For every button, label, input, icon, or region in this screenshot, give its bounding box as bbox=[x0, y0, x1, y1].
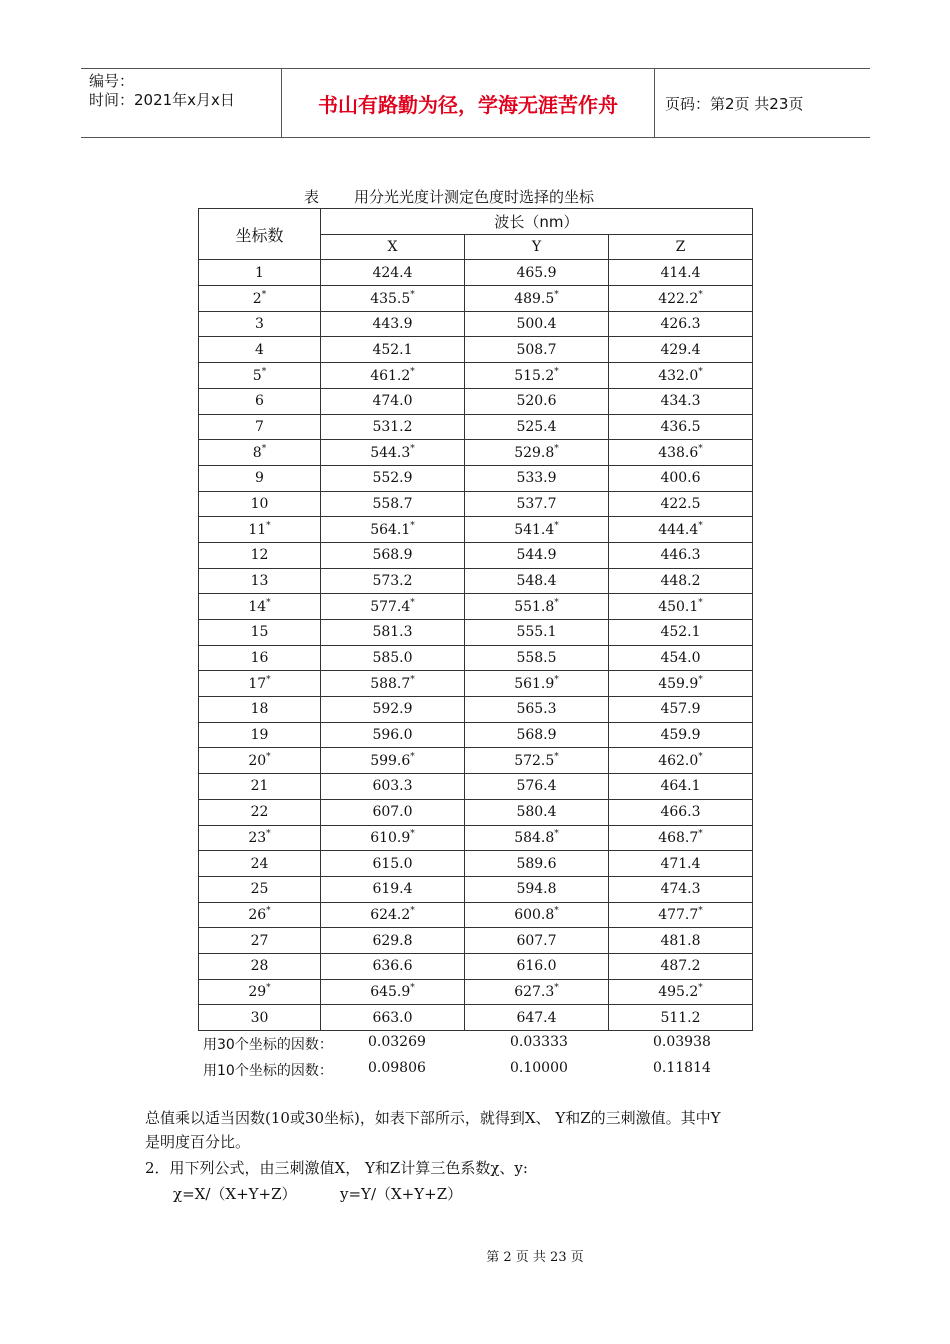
cell-index: 9 bbox=[199, 465, 321, 491]
cell-x: 558.7 bbox=[320, 491, 464, 517]
cell-y: 555.1 bbox=[464, 620, 608, 646]
cell-z: 474.3 bbox=[608, 876, 752, 902]
cell-index: 19 bbox=[199, 722, 321, 748]
cell-x: 629.8 bbox=[320, 928, 464, 954]
table-row bbox=[199, 491, 753, 517]
cell-y: 568.9 bbox=[464, 722, 608, 748]
star-mark: * bbox=[266, 752, 271, 763]
table-body bbox=[199, 260, 753, 1031]
cell-z: 436.5 bbox=[608, 414, 752, 440]
cell-x: 588.7* bbox=[320, 671, 464, 697]
star-mark: * bbox=[698, 289, 703, 300]
cell-y: 580.4 bbox=[464, 799, 608, 825]
cell-x: 435.5* bbox=[320, 286, 464, 312]
cell-y: 489.5* bbox=[464, 286, 608, 312]
star-mark: * bbox=[410, 521, 415, 532]
document-date: 时间：2021年x月x日 bbox=[89, 91, 235, 109]
star-mark: * bbox=[554, 752, 559, 763]
cell-z: 444.4* bbox=[608, 517, 752, 543]
cell-x: 581.3 bbox=[320, 620, 464, 646]
cell-index: 7 bbox=[199, 414, 321, 440]
star-mark: * bbox=[266, 906, 271, 917]
col-header-wavelength: 波长（nm） bbox=[320, 209, 752, 235]
cell-z: 438.6* bbox=[608, 440, 752, 466]
cell-z: 481.8 bbox=[608, 928, 752, 954]
cell-x: 461.2* bbox=[320, 363, 464, 389]
cell-index: 10 bbox=[199, 491, 321, 517]
paragraph-step-2: 2．用下列公式，由三刺激值X， Y和Z计算三色系数χ、y: bbox=[145, 1159, 528, 1177]
cell-y: 548.4 bbox=[464, 568, 608, 594]
star-mark: * bbox=[554, 521, 559, 532]
cell-y: 576.4 bbox=[464, 774, 608, 800]
star-mark: * bbox=[266, 675, 271, 686]
star-mark: * bbox=[410, 752, 415, 763]
table-caption-tag: 表 bbox=[304, 188, 320, 206]
cell-index: 6 bbox=[199, 388, 321, 414]
table-row bbox=[199, 697, 753, 723]
cell-x: 573.2 bbox=[320, 568, 464, 594]
col-header-z: Z bbox=[608, 234, 752, 260]
star-mark: * bbox=[554, 829, 559, 840]
star-mark: * bbox=[410, 675, 415, 686]
cell-y: 544.9 bbox=[464, 542, 608, 568]
table-row bbox=[199, 260, 753, 286]
cell-index: 29* bbox=[199, 979, 321, 1005]
star-mark: * bbox=[261, 289, 267, 300]
cell-index: 27 bbox=[199, 928, 321, 954]
star-mark: * bbox=[410, 829, 415, 840]
cell-y: 525.4 bbox=[464, 414, 608, 440]
cell-x: 585.0 bbox=[320, 645, 464, 671]
cell-x: 592.9 bbox=[320, 697, 464, 723]
cell-index: 14* bbox=[199, 594, 321, 620]
header-motto: 书山有路勤为径，学海无涯苦作舟 bbox=[282, 69, 655, 137]
star-mark: * bbox=[698, 906, 703, 917]
cell-z: 422.2* bbox=[608, 286, 752, 312]
cell-z: 400.6 bbox=[608, 465, 752, 491]
cell-x: 443.9 bbox=[320, 311, 464, 337]
col-header-index: 坐标数 bbox=[199, 209, 321, 260]
cell-x: 607.0 bbox=[320, 799, 464, 825]
table-row bbox=[199, 440, 753, 466]
cell-y: 533.9 bbox=[464, 465, 608, 491]
cell-index: 21 bbox=[199, 774, 321, 800]
star-mark: * bbox=[554, 675, 559, 686]
factor-row-10 bbox=[203, 1060, 763, 1082]
star-mark: * bbox=[261, 366, 267, 377]
star-mark: * bbox=[410, 366, 415, 377]
cell-x: 645.9* bbox=[320, 979, 464, 1005]
cell-index: 16 bbox=[199, 645, 321, 671]
cell-y: 529.8* bbox=[464, 440, 608, 466]
star-mark: * bbox=[410, 983, 415, 994]
cell-x: 564.1* bbox=[320, 517, 464, 543]
star-mark: * bbox=[266, 598, 271, 609]
cell-index: 23* bbox=[199, 825, 321, 851]
cell-x: 424.4 bbox=[320, 260, 464, 286]
cell-x: 610.9* bbox=[320, 825, 464, 851]
cell-z: 448.2 bbox=[608, 568, 752, 594]
table-row bbox=[199, 671, 753, 697]
star-mark: * bbox=[698, 444, 703, 455]
table-row bbox=[199, 774, 753, 800]
cell-x: 531.2 bbox=[320, 414, 464, 440]
star-mark: * bbox=[410, 289, 415, 300]
cell-x: 624.2* bbox=[320, 902, 464, 928]
cell-index: 15 bbox=[199, 620, 321, 646]
table-row bbox=[199, 825, 753, 851]
cell-y: 565.3 bbox=[464, 697, 608, 723]
table-row bbox=[199, 902, 753, 928]
cell-y: 508.7 bbox=[464, 337, 608, 363]
wavelength-coordinate-table bbox=[198, 208, 753, 1031]
table-row bbox=[199, 465, 753, 491]
cell-index: 5* bbox=[199, 363, 321, 389]
star-mark: * bbox=[698, 829, 703, 840]
cell-index: 24 bbox=[199, 851, 321, 877]
paragraph-line: 总值乘以适当因数(10或30坐标)，如表下部所示，就得到X、 Y和Z的三刺激值。其中Y bbox=[145, 1109, 721, 1127]
star-mark: * bbox=[554, 983, 559, 994]
cell-z: 487.2 bbox=[608, 953, 752, 979]
page-footer: 第 2 页 共 23 页 bbox=[486, 1250, 584, 1265]
factor-label: 用30个坐标的因数： bbox=[203, 1037, 333, 1053]
cell-index: 26* bbox=[199, 902, 321, 928]
star-mark: * bbox=[698, 366, 703, 377]
cell-z: 457.9 bbox=[608, 697, 752, 723]
header-meta bbox=[81, 69, 282, 137]
star-mark: * bbox=[698, 675, 703, 686]
cell-y: 607.7 bbox=[464, 928, 608, 954]
table-row bbox=[199, 748, 753, 774]
cell-y: 627.3* bbox=[464, 979, 608, 1005]
star-mark: * bbox=[410, 598, 415, 609]
table-row bbox=[199, 876, 753, 902]
cell-z: 459.9* bbox=[608, 671, 752, 697]
cell-index: 3 bbox=[199, 311, 321, 337]
cell-z: 450.1* bbox=[608, 594, 752, 620]
star-mark: * bbox=[554, 906, 559, 917]
factor-z: 0.03938 bbox=[653, 1034, 711, 1050]
cell-z: 471.4 bbox=[608, 851, 752, 877]
table-row bbox=[199, 953, 753, 979]
cell-index: 11* bbox=[199, 517, 321, 543]
paragraph-tristimulus bbox=[145, 1106, 721, 1154]
factor-y: 0.10000 bbox=[510, 1060, 568, 1076]
cell-index: 8* bbox=[199, 440, 321, 466]
cell-y: 520.6 bbox=[464, 388, 608, 414]
table-row bbox=[199, 311, 753, 337]
cell-z: 426.3 bbox=[608, 311, 752, 337]
star-mark: * bbox=[554, 444, 559, 455]
cell-y: 558.5 bbox=[464, 645, 608, 671]
factor-x: 0.03269 bbox=[368, 1034, 426, 1050]
header-page-info: 页码：第2页 共23页 bbox=[665, 94, 804, 113]
formula-y: y=Y/（X+Y+Z） bbox=[340, 1185, 463, 1203]
cell-y: 616.0 bbox=[464, 953, 608, 979]
cell-x: 568.9 bbox=[320, 542, 464, 568]
cell-y: 561.9* bbox=[464, 671, 608, 697]
star-mark: * bbox=[698, 521, 703, 532]
cell-index: 12 bbox=[199, 542, 321, 568]
table-row bbox=[199, 620, 753, 646]
star-mark: * bbox=[554, 289, 559, 300]
cell-y: 500.4 bbox=[464, 311, 608, 337]
table-row bbox=[199, 799, 753, 825]
table-row bbox=[199, 645, 753, 671]
star-mark: * bbox=[554, 598, 559, 609]
cell-y: 589.6 bbox=[464, 851, 608, 877]
cell-x: 544.3* bbox=[320, 440, 464, 466]
cell-z: 466.3 bbox=[608, 799, 752, 825]
star-mark: * bbox=[698, 598, 703, 609]
cell-z: 477.7* bbox=[608, 902, 752, 928]
table-row bbox=[199, 979, 753, 1005]
factor-label: 用10个坐标的因数： bbox=[203, 1063, 333, 1079]
cell-z: 452.1 bbox=[608, 620, 752, 646]
table-row bbox=[199, 337, 753, 363]
cell-y: 465.9 bbox=[464, 260, 608, 286]
table-row bbox=[199, 722, 753, 748]
star-mark: * bbox=[410, 906, 415, 917]
cell-y: 600.8* bbox=[464, 902, 608, 928]
cell-index: 18 bbox=[199, 697, 321, 723]
cell-z: 459.9 bbox=[608, 722, 752, 748]
cell-y: 647.4 bbox=[464, 1005, 608, 1031]
star-mark: * bbox=[410, 444, 415, 455]
table-row bbox=[199, 388, 753, 414]
cell-index: 30 bbox=[199, 1005, 321, 1031]
cell-z: 454.0 bbox=[608, 645, 752, 671]
cell-index: 25 bbox=[199, 876, 321, 902]
cell-z: 429.4 bbox=[608, 337, 752, 363]
cell-z: 422.5 bbox=[608, 491, 752, 517]
cell-z: 432.0* bbox=[608, 363, 752, 389]
cell-x: 552.9 bbox=[320, 465, 464, 491]
cell-z: 511.2 bbox=[608, 1005, 752, 1031]
star-mark: * bbox=[698, 752, 703, 763]
cell-x: 615.0 bbox=[320, 851, 464, 877]
cell-y: 594.8 bbox=[464, 876, 608, 902]
col-header-x: X bbox=[320, 234, 464, 260]
star-mark: * bbox=[261, 444, 267, 455]
star-mark: * bbox=[266, 521, 271, 532]
table-row bbox=[199, 542, 753, 568]
cell-z: 462.0* bbox=[608, 748, 752, 774]
table-row bbox=[199, 568, 753, 594]
cell-y: 515.2* bbox=[464, 363, 608, 389]
table-row bbox=[199, 414, 753, 440]
table-header-row bbox=[199, 209, 753, 235]
star-mark: * bbox=[554, 366, 559, 377]
cell-y: 537.7 bbox=[464, 491, 608, 517]
table-caption-text: 用分光光度计测定色度时选择的坐标 bbox=[354, 188, 595, 206]
formula-chi: χ=X/（X+Y+Z） bbox=[173, 1185, 297, 1203]
cell-z: 468.7* bbox=[608, 825, 752, 851]
cell-index: 20* bbox=[199, 748, 321, 774]
table-row bbox=[199, 363, 753, 389]
table-row bbox=[199, 1005, 753, 1031]
cell-index: 28 bbox=[199, 953, 321, 979]
table-row bbox=[199, 928, 753, 954]
table-row bbox=[199, 594, 753, 620]
cell-y: 572.5* bbox=[464, 748, 608, 774]
cell-index: 1 bbox=[199, 260, 321, 286]
cell-index: 4 bbox=[199, 337, 321, 363]
cell-x: 474.0 bbox=[320, 388, 464, 414]
cell-x: 636.6 bbox=[320, 953, 464, 979]
cell-z: 495.2* bbox=[608, 979, 752, 1005]
factor-x: 0.09806 bbox=[368, 1060, 426, 1076]
cell-y: 584.8* bbox=[464, 825, 608, 851]
cell-y: 551.8* bbox=[464, 594, 608, 620]
table-row bbox=[199, 286, 753, 312]
cell-index: 2* bbox=[199, 286, 321, 312]
cell-x: 603.3 bbox=[320, 774, 464, 800]
cell-x: 619.4 bbox=[320, 876, 464, 902]
cell-y: 541.4* bbox=[464, 517, 608, 543]
cell-z: 464.1 bbox=[608, 774, 752, 800]
cell-z: 434.3 bbox=[608, 388, 752, 414]
document-number-label: 编号： bbox=[89, 72, 135, 90]
page-header bbox=[81, 68, 870, 138]
cell-x: 577.4* bbox=[320, 594, 464, 620]
cell-x: 663.0 bbox=[320, 1005, 464, 1031]
star-mark: * bbox=[698, 983, 703, 994]
cell-x: 599.6* bbox=[320, 748, 464, 774]
table-row bbox=[199, 851, 753, 877]
factor-z: 0.11814 bbox=[653, 1060, 711, 1076]
cell-index: 22 bbox=[199, 799, 321, 825]
star-mark: * bbox=[266, 983, 271, 994]
cell-z: 414.4 bbox=[608, 260, 752, 286]
cell-index: 17* bbox=[199, 671, 321, 697]
star-mark: * bbox=[266, 829, 271, 840]
cell-index: 13 bbox=[199, 568, 321, 594]
paragraph-line: 是明度百分比。 bbox=[145, 1133, 251, 1151]
col-header-y: Y bbox=[464, 234, 608, 260]
factor-row-30 bbox=[203, 1034, 763, 1056]
cell-x: 452.1 bbox=[320, 337, 464, 363]
table-row bbox=[199, 517, 753, 543]
factor-y: 0.03333 bbox=[510, 1034, 568, 1050]
cell-z: 446.3 bbox=[608, 542, 752, 568]
cell-x: 596.0 bbox=[320, 722, 464, 748]
